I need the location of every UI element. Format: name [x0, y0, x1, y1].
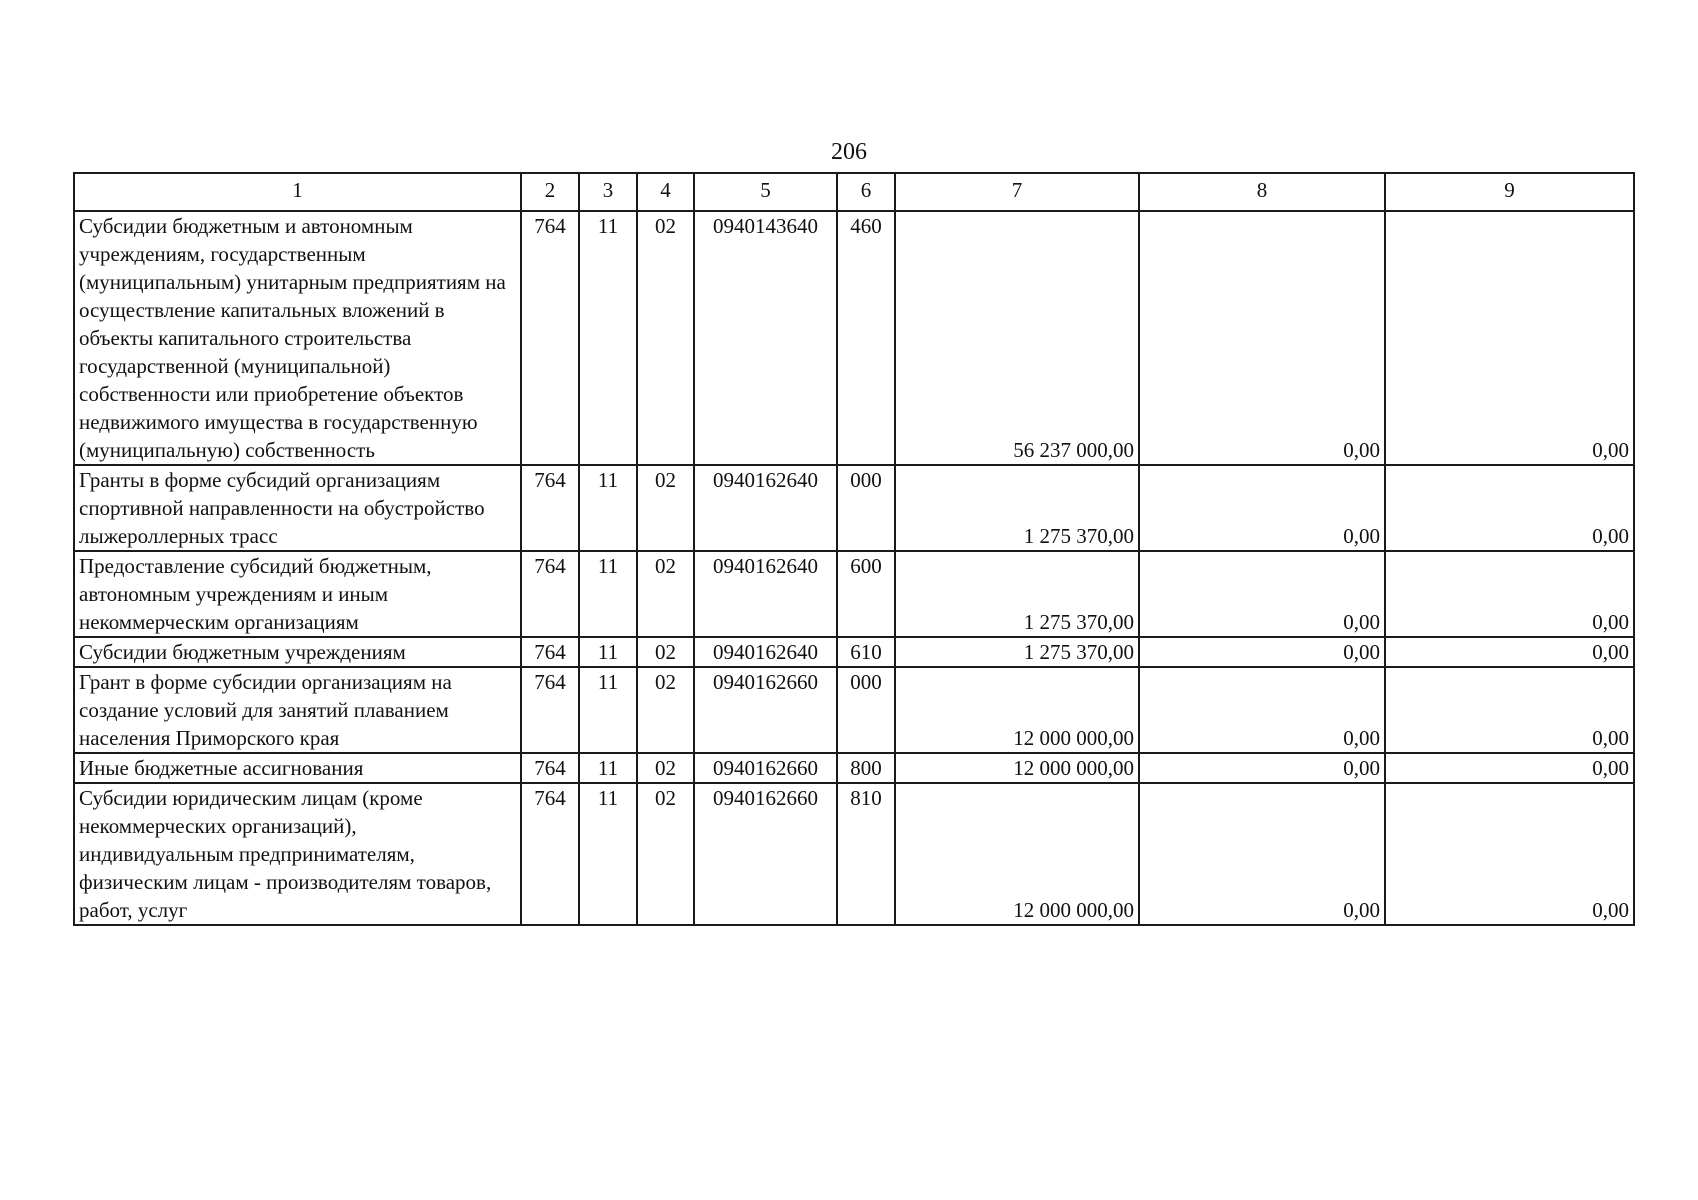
expense-type-cell: 000 — [837, 667, 895, 753]
amount-col9-cell: 0,00 — [1385, 753, 1634, 783]
column-header: 8 — [1139, 173, 1385, 211]
column-header: 6 — [837, 173, 895, 211]
amount-col8-cell: 0,00 — [1139, 753, 1385, 783]
item-name-cell: Субсидии бюджетным и автономным учреждениям, государственным (муниципальным) унитарным предприятиям на осуществление капитальных вложений в объекты капитального строительства государственной (муниципальной) собственности или приобретение объектов недвижимого имущества в государственную (муниципальную) собственность — [74, 211, 521, 465]
column-header: 1 — [74, 173, 521, 211]
subsection-code-cell: 02 — [637, 637, 694, 667]
subsection-code-cell: 02 — [637, 211, 694, 465]
subsection-code-cell: 02 — [637, 753, 694, 783]
amount-col9-cell: 0,00 — [1385, 667, 1634, 753]
amount-col9-cell: 0,00 — [1385, 465, 1634, 551]
ministry-code-cell: 764 — [521, 551, 579, 637]
subsection-code-cell: 02 — [637, 465, 694, 551]
column-header: 7 — [895, 173, 1139, 211]
column-header: 9 — [1385, 173, 1634, 211]
item-name-cell: Субсидии юридическим лицам (кроме некоммерческих организаций), индивидуальным предпринимателям, физическим лицам - производителям товаров, работ, услуг — [74, 783, 521, 925]
amount-col7-cell: 12 000 000,00 — [895, 783, 1139, 925]
item-name-cell: Предоставление субсидий бюджетным, автономным учреждениям и иным некоммерческим организациям — [74, 551, 521, 637]
amount-col8-cell: 0,00 — [1139, 783, 1385, 925]
subsection-code-cell: 02 — [637, 783, 694, 925]
amount-col9-cell: 0,00 — [1385, 637, 1634, 667]
amount-col8-cell: 0,00 — [1139, 667, 1385, 753]
column-header: 2 — [521, 173, 579, 211]
section-code-cell: 11 — [579, 753, 637, 783]
table-row — [74, 667, 1634, 753]
ministry-code-cell: 764 — [521, 783, 579, 925]
section-code-cell: 11 — [579, 465, 637, 551]
section-code-cell: 11 — [579, 667, 637, 753]
amount-col7-cell: 1 275 370,00 — [895, 637, 1139, 667]
page-number: 206 — [831, 139, 867, 165]
expense-type-cell: 600 — [837, 551, 895, 637]
ministry-code-cell: 764 — [521, 667, 579, 753]
table-row — [74, 551, 1634, 637]
expense-type-cell: 000 — [837, 465, 895, 551]
amount-col7-cell: 1 275 370,00 — [895, 465, 1139, 551]
table-row — [74, 753, 1634, 783]
target-article-cell: 0940162640 — [694, 465, 837, 551]
table-row — [74, 465, 1634, 551]
amount-col8-cell: 0,00 — [1139, 551, 1385, 637]
column-header: 3 — [579, 173, 637, 211]
amount-col9-cell: 0,00 — [1385, 551, 1634, 637]
target-article-cell: 0940162660 — [694, 753, 837, 783]
section-code-cell: 11 — [579, 551, 637, 637]
ministry-code-cell: 764 — [521, 465, 579, 551]
target-article-cell: 0940162640 — [694, 551, 837, 637]
item-name-cell: Грант в форме субсидии организациям на создание условий для занятий плаванием населения Приморского края — [74, 667, 521, 753]
amount-col7-cell: 12 000 000,00 — [895, 753, 1139, 783]
expense-type-cell: 610 — [837, 637, 895, 667]
amount-col7-cell: 1 275 370,00 — [895, 551, 1139, 637]
section-code-cell: 11 — [579, 211, 637, 465]
amount-col7-cell: 12 000 000,00 — [895, 667, 1139, 753]
amount-col8-cell: 0,00 — [1139, 465, 1385, 551]
ministry-code-cell: 764 — [521, 753, 579, 783]
target-article-cell: 0940162640 — [694, 637, 837, 667]
table-row — [74, 211, 1634, 465]
item-name-cell: Субсидии бюджетным учреждениям — [74, 637, 521, 667]
amount-col9-cell: 0,00 — [1385, 211, 1634, 465]
amount-col8-cell: 0,00 — [1139, 211, 1385, 465]
target-article-cell: 0940143640 — [694, 211, 837, 465]
expense-type-cell: 810 — [837, 783, 895, 925]
table-row — [74, 783, 1634, 925]
target-article-cell: 0940162660 — [694, 667, 837, 753]
budget-table — [73, 172, 1635, 926]
item-name-cell: Иные бюджетные ассигнования — [74, 753, 521, 783]
target-article-cell: 0940162660 — [694, 783, 837, 925]
amount-col9-cell: 0,00 — [1385, 783, 1634, 925]
ministry-code-cell: 764 — [521, 637, 579, 667]
item-name-cell: Гранты в форме субсидий организациям спортивной направленности на обустройство лыжероллерных трасс — [74, 465, 521, 551]
expense-type-cell: 800 — [837, 753, 895, 783]
amount-col7-cell: 56 237 000,00 — [895, 211, 1139, 465]
column-header: 4 — [637, 173, 694, 211]
ministry-code-cell: 764 — [521, 211, 579, 465]
table-row — [74, 637, 1634, 667]
section-code-cell: 11 — [579, 783, 637, 925]
column-header: 5 — [694, 173, 837, 211]
expense-type-cell: 460 — [837, 211, 895, 465]
section-code-cell: 11 — [579, 637, 637, 667]
subsection-code-cell: 02 — [637, 667, 694, 753]
column-number-row — [74, 173, 1634, 211]
amount-col8-cell: 0,00 — [1139, 637, 1385, 667]
subsection-code-cell: 02 — [637, 551, 694, 637]
